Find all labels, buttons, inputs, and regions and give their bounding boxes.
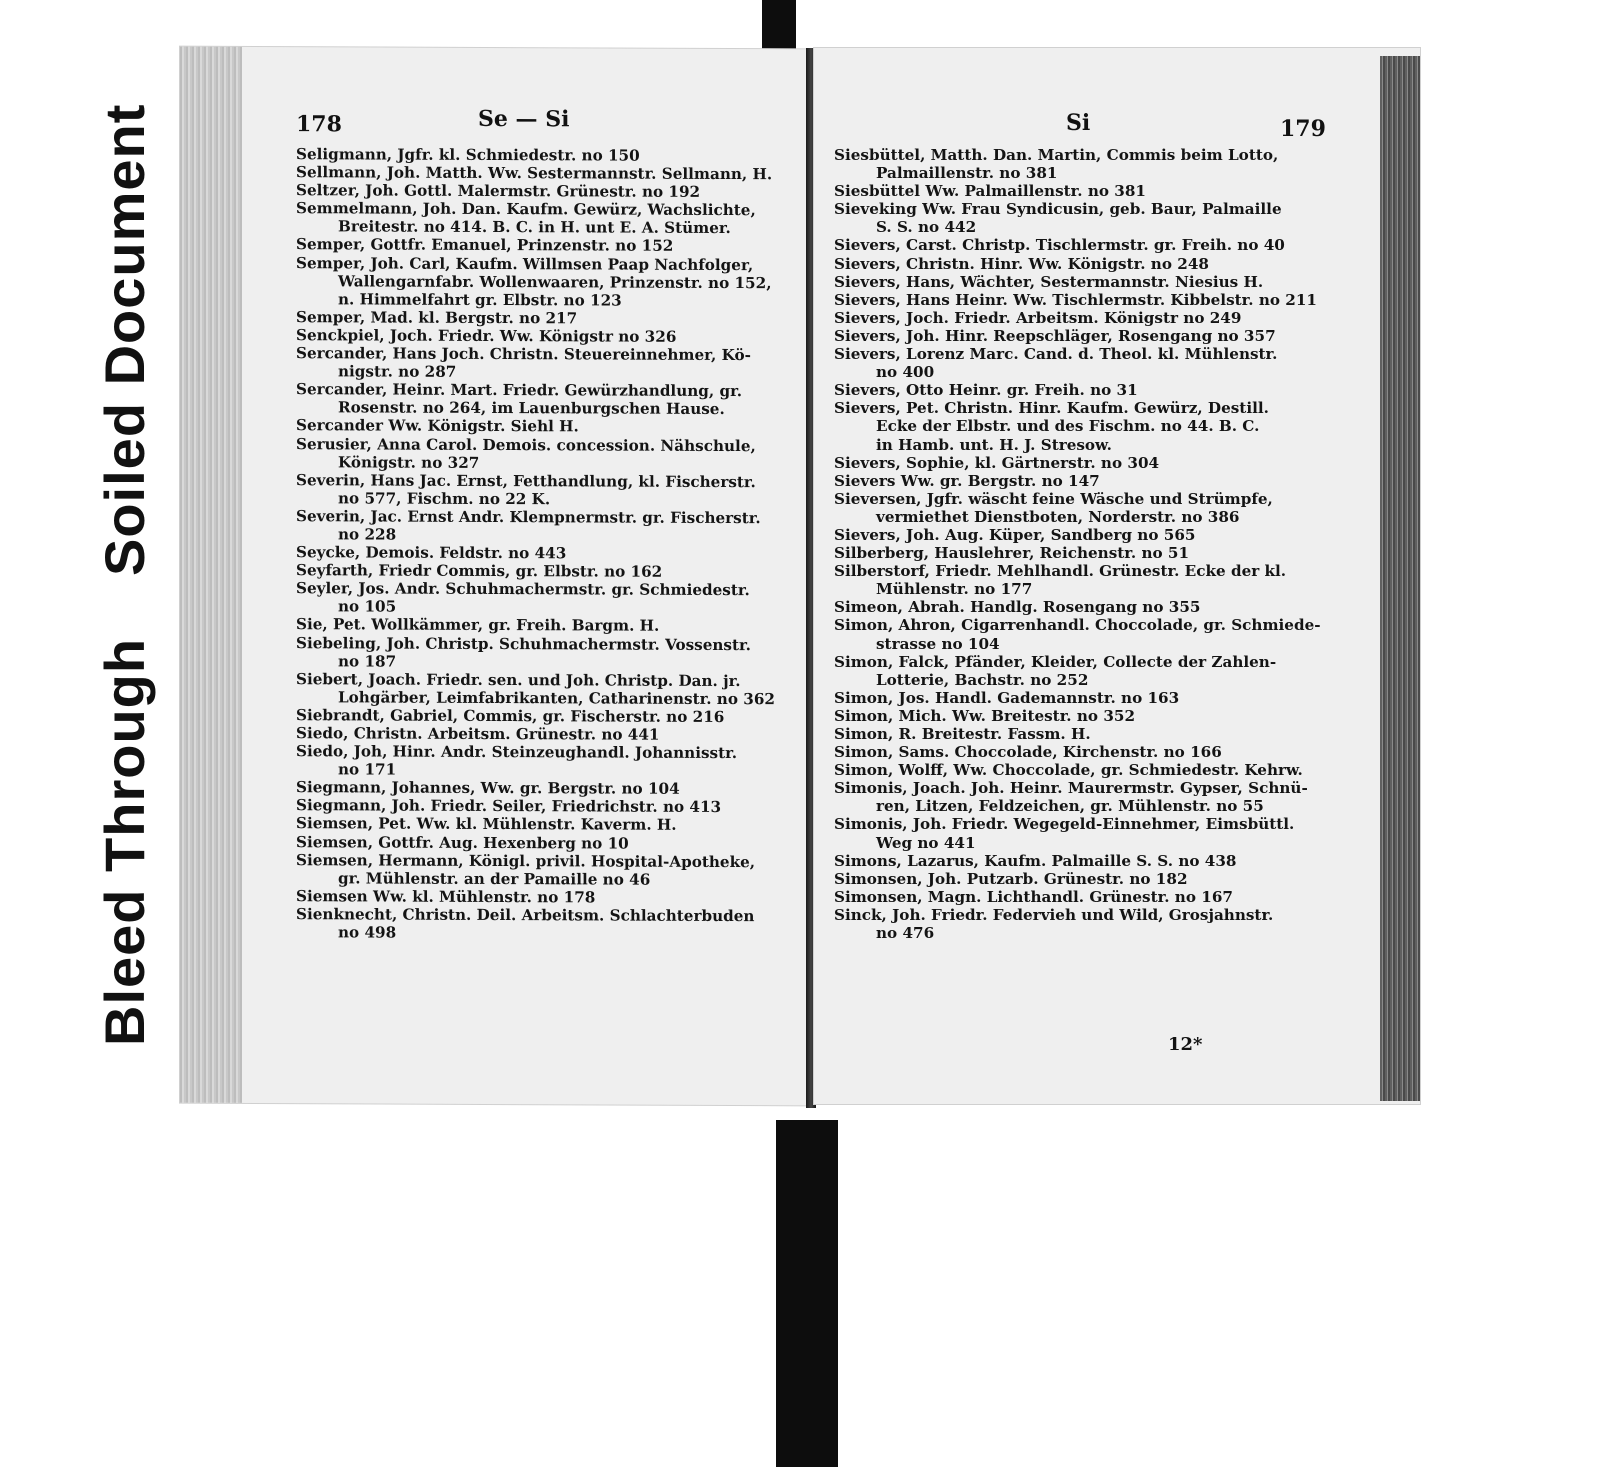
entry-line: Simon, R. Breitestr. Fassm. H. xyxy=(834,725,1091,743)
entry-line: Seligmann, Jgfr. kl. Schmiedestr. no 150 xyxy=(296,145,640,165)
entry-line: Simon, Wolff, Ww. Choccolade, gr. Schmiedestr. Kehrw. xyxy=(834,761,1303,780)
entry-line: Sievers, Joh. Aug. Küper, Sandberg no 565 xyxy=(834,525,1196,544)
entry-line: Siemsen, Gottfr. Aug. Hexenberg no 10 xyxy=(296,832,629,853)
entry-continuation-line: no 476 xyxy=(876,924,935,943)
entry-line: Sievers, Hans Heinr. Ww. Tischlermstr. Kibbelstr. no 211 xyxy=(834,290,1317,309)
entry-continuation-line: no 228 xyxy=(338,525,397,544)
entry-continuation-line: Königstr. no 327 xyxy=(338,452,480,472)
entry-line: Sienknecht, Christn. Deil. Arbeitsm. Schlachterbuden xyxy=(296,905,755,926)
entry-line: Sievers Ww. gr. Bergstr. no 147 xyxy=(834,471,1100,490)
entry-line: Semmelmann, Joh. Dan. Kaufm. Gewürz, Wachslichte, xyxy=(296,199,756,220)
entry-line: Seycke, Demois. Feldstr. no 443 xyxy=(296,543,567,563)
binding-strip-bottom xyxy=(776,1120,838,1467)
entry-line: Simon, Ahron, Cigarrenhandl. Choccolade, gr. Schmiede- xyxy=(834,616,1321,635)
entry-continuation-line: no 171 xyxy=(338,760,397,779)
entry-line: Semper, Mad. kl. Bergstr. no 217 xyxy=(296,307,578,328)
entry-continuation-line: S. S. no 442 xyxy=(876,218,977,237)
binding-strip-top xyxy=(762,0,796,50)
entry-continuation-line: strasse no 104 xyxy=(876,634,1000,653)
entry-line: Sievers, Carst. Christp. Tischlermstr. gr. Freih. no 40 xyxy=(834,236,1285,255)
entry-line: Silberstorf, Friedr. Mehlhandl. Grünestr. Ecke der kl. xyxy=(834,562,1287,581)
label-text-soiled: Soiled Document xyxy=(93,103,156,576)
entry-line: Simonis, Joh. Friedr. Wegegeld-Einnehmer, Eimsbüttl. xyxy=(834,815,1295,834)
entry-line: Sellmann, Joh. Matth. Ww. Sestermannstr. Sellmann, H. xyxy=(296,163,773,184)
entry-continuation-line: in Hamb. unt. H. J. Stresow. xyxy=(876,435,1112,454)
left-running-head: Se — Si xyxy=(478,105,570,133)
entry-line: Sievers, Pet. Christn. Hinr. Kaufm. Gewürz, Destill. xyxy=(834,399,1269,418)
entry-continuation-line: no 187 xyxy=(338,651,397,671)
left-page xyxy=(180,47,806,1106)
entry-line: Siesbüttel Ww. Palmaillenstr. no 381 xyxy=(834,182,1146,201)
watermark-label xyxy=(70,38,176,1068)
label-text-bleed: Bleed Through xyxy=(93,637,156,1046)
entry-line: Siegmann, Johannes, Ww. gr. Bergstr. no 104 xyxy=(296,778,680,799)
entry-continuation-line: no 577, Fischm. no 22 K. xyxy=(338,489,551,509)
entry-line: Simonis, Joach. Joh. Heinr. Maurermstr. Gypser, Schnü- xyxy=(834,779,1308,798)
entry-line: Siemsen, Pet. Ww. kl. Mühlenstr. Kaverm. H. xyxy=(296,814,677,835)
entry-continuation-line: no 498 xyxy=(338,923,397,942)
entry-line: Sieversen, Jgfr. wäscht feine Wäsche und Strümpfe, xyxy=(834,489,1273,508)
entry-line: Simonsen, Magn. Lichthandl. Grünestr. no 167 xyxy=(834,887,1233,906)
entry-continuation-line: ren, Litzen, Feldzeichen, gr. Mühlenstr. no 55 xyxy=(876,797,1264,816)
entry-line: Sievers, Otto Heinr. gr. Freih. no 31 xyxy=(834,381,1138,400)
right-running-head: Si xyxy=(1066,110,1091,136)
entry-line: Simon, Mich. Ww. Breitestr. no 352 xyxy=(834,706,1136,725)
entry-line: Siesbüttel, Matth. Dan. Martin, Commis beim Lotto, xyxy=(834,146,1279,164)
entry-line: Sievers, Joh. Hinr. Reepschläger, Rosengang no 357 xyxy=(834,326,1276,345)
signature-mark: 12* xyxy=(1168,1034,1203,1055)
entry-continuation-line: gr. Mühlenstr. an der Pamaille no 46 xyxy=(338,869,651,889)
entry-line: Siemsen Ww. kl. Mühlenstr. no 178 xyxy=(296,886,596,907)
entry-line: Sievers, Sophie, kl. Gärtnerstr. no 304 xyxy=(834,453,1160,472)
entry-line: Sievers, Lorenz Marc. Cand. d. Theol. kl. Mühlenstr. xyxy=(834,345,1278,364)
entry-line: Severin, Jac. Ernst Andr. Klempnermstr. gr. Fischerstr. xyxy=(296,507,761,528)
entry-line: Seyler, Jos. Andr. Schuhmachermstr. gr. Schmiedestr. xyxy=(296,579,750,600)
entry-line: Sievers, Joch. Friedr. Arbeitsm. Königstr no 249 xyxy=(834,308,1242,327)
entry-continuation-line: vermiethet Dienstboten, Norderstr. no 386 xyxy=(876,507,1240,526)
entry-continuation-line: Ecke der Elbstr. und des Fischm. no 44. B. C. xyxy=(876,417,1260,436)
entry-line: Siedo, Christn. Arbeitsm. Grünestr. no 441 xyxy=(296,724,660,744)
entry-continuation-line: Palmaillenstr. no 381 xyxy=(876,164,1058,183)
right-page-number: 179 xyxy=(1280,116,1326,142)
entry-line: Sercander, Hans Joch. Christn. Steuereinnehmer, Kö- xyxy=(296,344,751,365)
entry-line: Siemsen, Hermann, Königl. privil. Hospital-Apotheke, xyxy=(296,850,756,871)
entry-line: Simon, Falck, Pfänder, Kleider, Collecte der Zahlen- xyxy=(834,652,1277,671)
entry-continuation-line: Mühlenstr. no 177 xyxy=(876,580,1033,599)
entry-line: Siebrandt, Gabriel, Commis, gr. Fischerstr. no 216 xyxy=(296,706,725,726)
entry-continuation-line: no 400 xyxy=(876,363,935,382)
entry-line: Siedo, Joh, Hinr. Andr. Steinzeughandl. Johannisstr. xyxy=(296,742,737,763)
entry-continuation-line: Rosenstr. no 264, im Lauenburgschen Hause. xyxy=(338,398,725,419)
entry-line: Siebeling, Joh. Christp. Schuhmachermstr. Vossenstr. xyxy=(296,633,751,654)
entry-continuation-line: n. Himmelfahrt gr. Elbstr. no 123 xyxy=(338,290,622,310)
entry-line: Sievers, Hans, Wächter, Sestermannstr. Niesius H. xyxy=(834,272,1264,291)
entry-line: Semper, Gottfr. Emanuel, Prinzenstr. no 152 xyxy=(296,235,674,256)
entry-line: Silberberg, Hauslehrer, Reichenstr. no 51 xyxy=(834,544,1190,563)
entry-line: Sievers, Christn. Hinr. Ww. Königstr. no 248 xyxy=(834,254,1209,273)
entry-line: Sie, Pet. Wollkämmer, gr. Freih. Bargm. H. xyxy=(296,615,660,636)
entry-line: Simons, Lazarus, Kaufm. Palmaille S. S. no 438 xyxy=(834,851,1237,870)
right-page xyxy=(814,48,1420,1104)
entry-line: Siebert, Joach. Friedr. sen. und Joh. Christp. Dan. jr. xyxy=(296,669,741,690)
entry-line: Simon, Sams. Choccolade, Kirchenstr. no 166 xyxy=(834,743,1222,762)
entry-line: Siegmann, Joh. Friedr. Seiler, Friedrichstr. no 413 xyxy=(296,796,722,817)
left-page-edge xyxy=(180,47,242,1103)
entry-line: Seyfarth, Friedr Commis, gr. Elbstr. no 162 xyxy=(296,561,663,581)
entry-line: Senckpiel, Joch. Friedr. Ww. Königstr no 326 xyxy=(296,326,677,346)
entry-continuation-line: Breitestr. no 414. B. C. in H. unt E. A. Stümer. xyxy=(338,217,731,238)
entry-continuation-line: nigstr. no 287 xyxy=(338,362,457,381)
entry-continuation-line: Lohgärber, Leimfabrikanten, Catharinenstr. no 362 xyxy=(338,688,775,709)
entry-line: Seltzer, Joh. Gottl. Malermstr. Grünestr. no 192 xyxy=(296,181,701,202)
right-page-edge xyxy=(1380,56,1420,1101)
entry-line: Simon, Jos. Handl. Gademannstr. no 163 xyxy=(834,688,1180,707)
entry-line: Sercander Ww. Königstr. Siehl H. xyxy=(296,416,579,436)
entry-line: Simonsen, Joh. Putzarb. Grünestr. no 182 xyxy=(834,869,1188,888)
open-book xyxy=(180,48,1438,1114)
entry-line: Severin, Hans Jac. Ernst, Fetthandlung, kl. Fischerstr. xyxy=(296,470,756,491)
left-page-number: 178 xyxy=(296,111,342,138)
entry-line: Serusier, Anna Carol. Demois. concession. Nähschule, xyxy=(296,434,756,455)
entry-continuation-line: no 105 xyxy=(338,597,397,616)
entry-continuation-line: Weg no 441 xyxy=(876,833,976,852)
entry-line: Sercander, Heinr. Mart. Friedr. Gewürzhandlung, gr. xyxy=(296,380,742,401)
entry-line: Sieveking Ww. Frau Syndicusin, geb. Baur, Palmaille xyxy=(834,200,1282,219)
left-entry-list xyxy=(296,145,775,943)
entry-continuation-line: Wallengarnfabr. Wollenwaaren, Prinzenstr. no 152, xyxy=(338,271,772,292)
right-entry-list xyxy=(834,146,1321,942)
entry-continuation-line: Lotterie, Bachstr. no 252 xyxy=(876,670,1089,689)
entry-line: Simeon, Abrah. Handlg. Rosengang no 355 xyxy=(834,598,1201,617)
entry-line: Semper, Joh. Carl, Kaufm. Willmsen Paap Nachfolger, xyxy=(296,253,754,274)
entry-line: Sinck, Joh. Friedr. Federvieh und Wild, Grosjahnstr. xyxy=(834,905,1274,924)
